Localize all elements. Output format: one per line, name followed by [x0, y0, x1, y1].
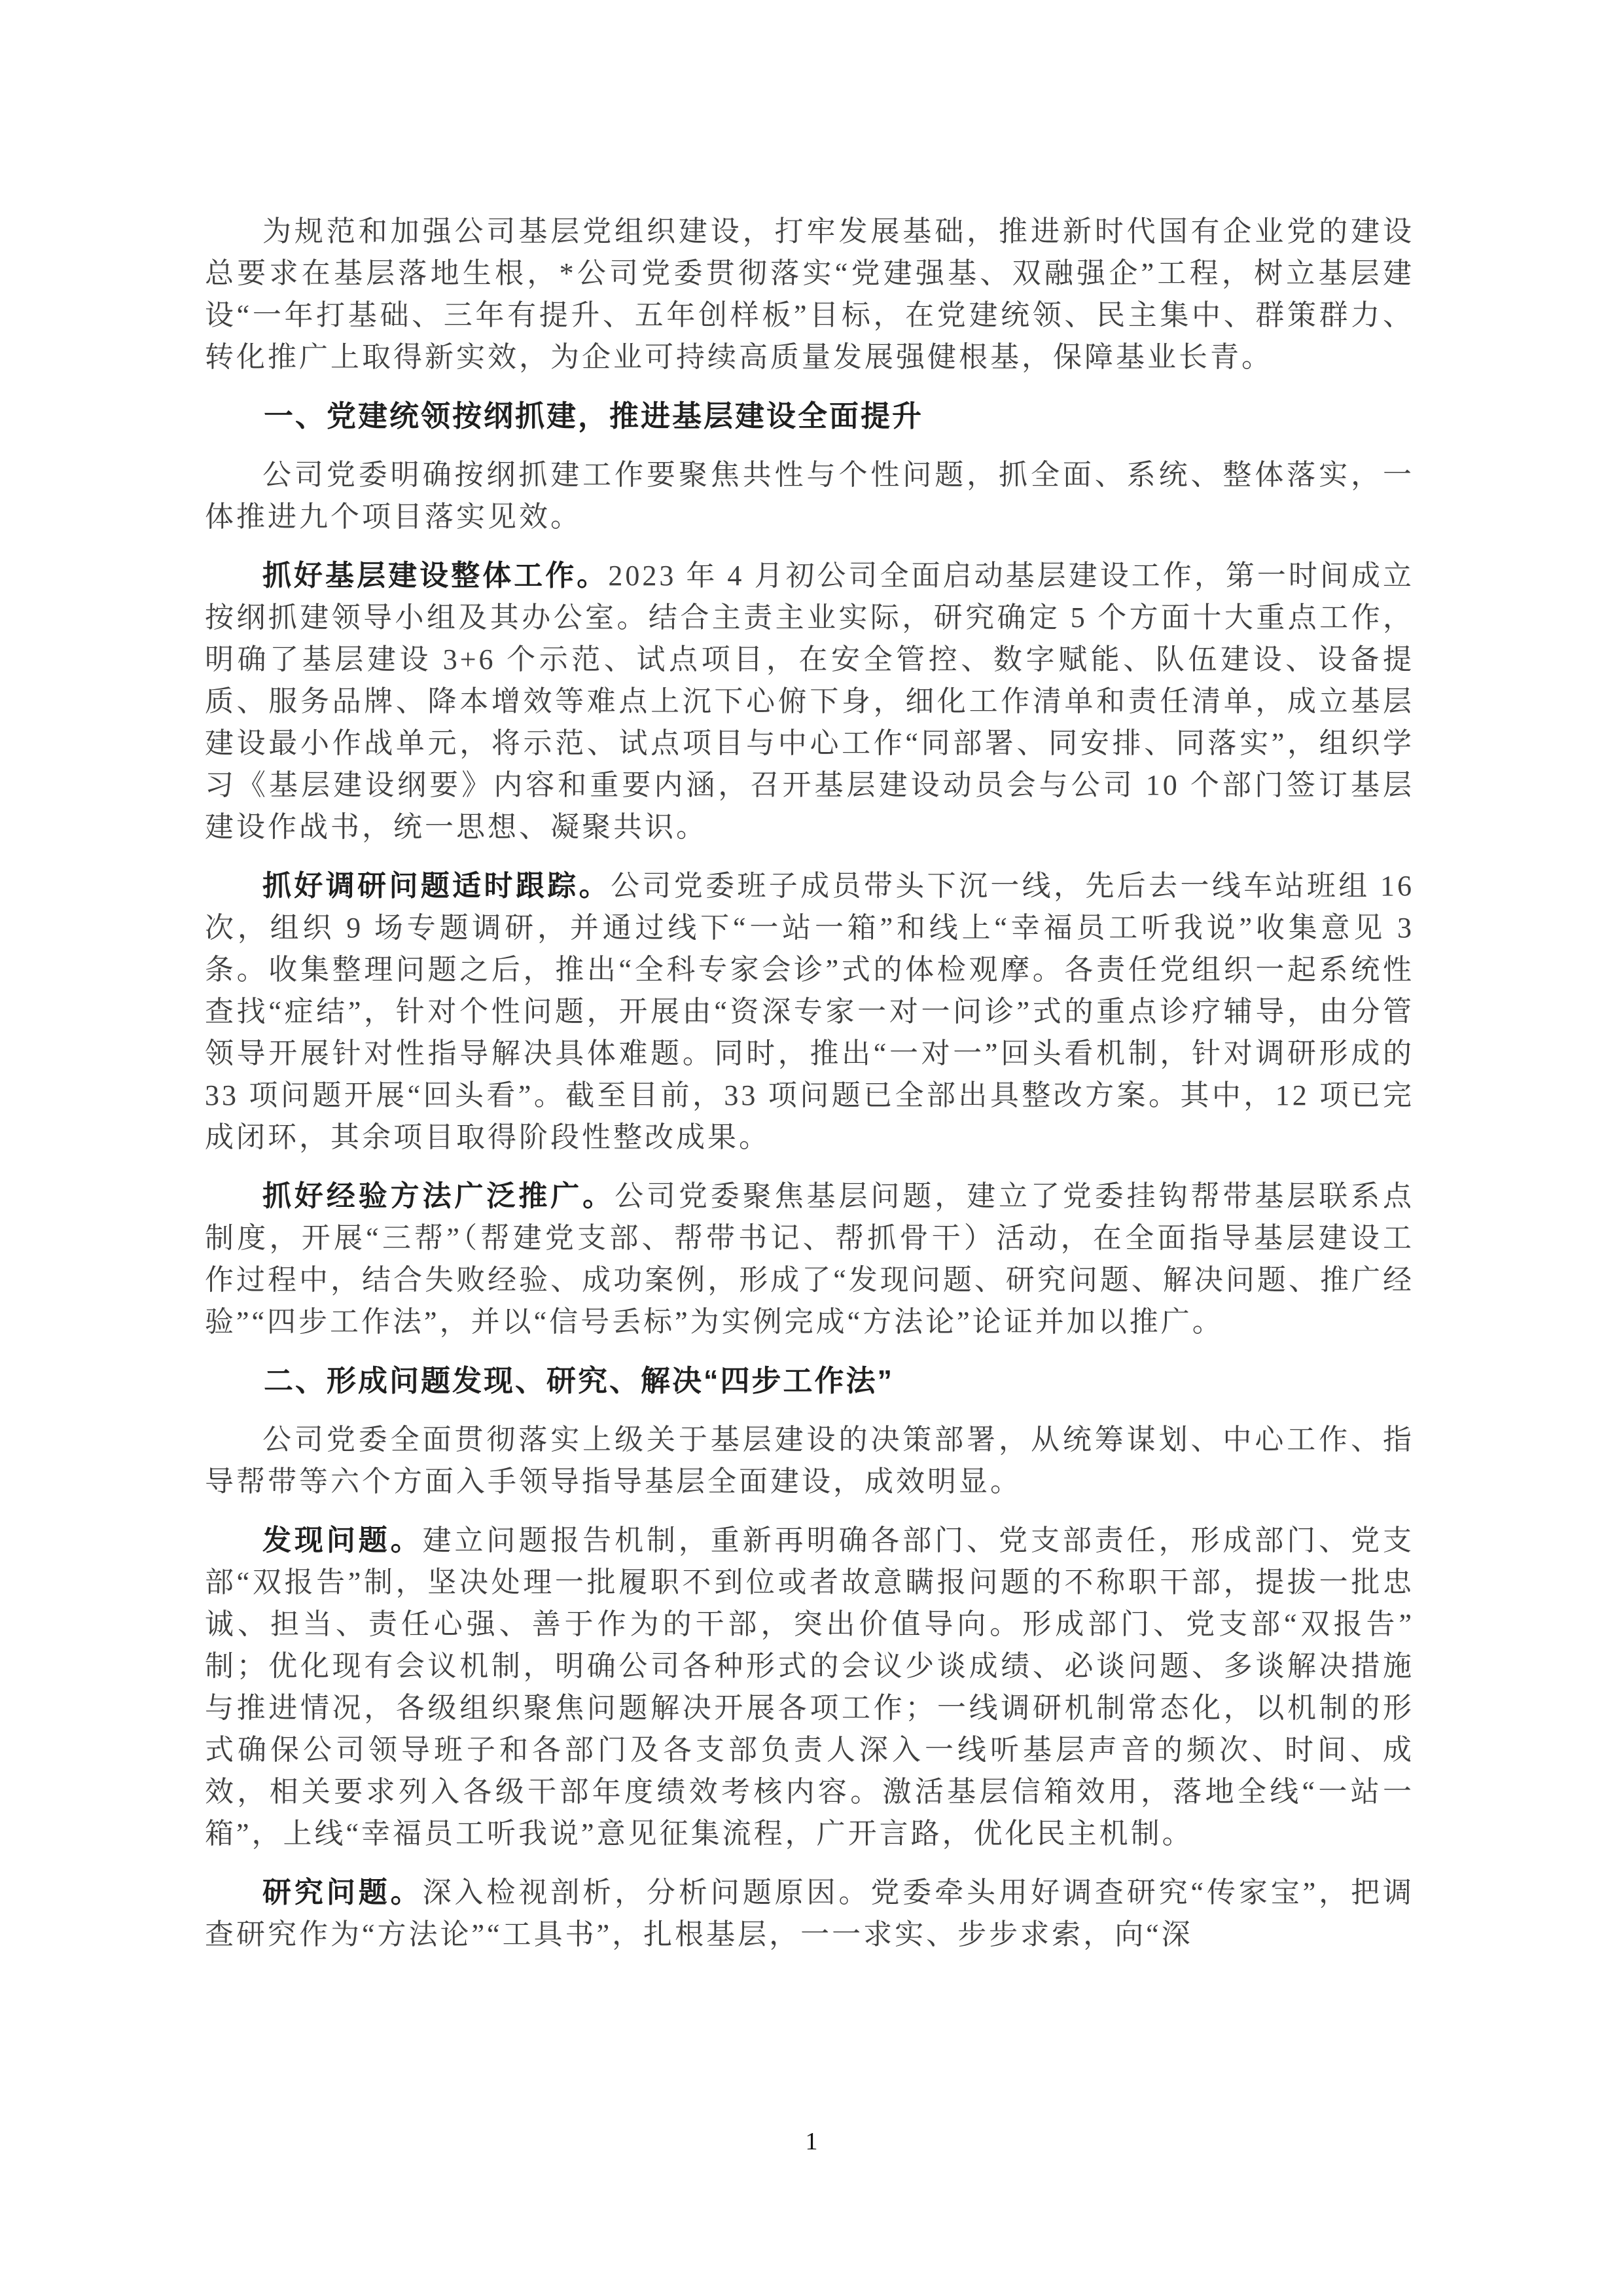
section-1-paragraph-research-tracking: [205, 865, 1414, 1158]
paragraph-text: 深入检视剖析，分析问题原因。党委牵头用好调查研究“传家宝”，把调查研究作为“方法论”“工具书”，扎根基层，一一求实、步步求索，向“深: [205, 1876, 1414, 1950]
intro-text: 为规范和加强公司基层党组织建设，打牢发展基础，推进新时代国有企业党的建设总要求在基层落地生根，*公司党委贯彻落实“党建强基、双融强企”工程，树立基层建设“一年打基础、三年有提升、五年创样板”目标，在党建统领、民主集中、群策群力、转化推广上取得新实效，为企业可持续高质量发展强健根基，保障基业长青。: [205, 215, 1414, 373]
section-2-heading: 二、形成问题发现、研究、解决“四步工作法”: [264, 1364, 895, 1397]
document-content: [205, 211, 1414, 1973]
page-number: 1: [805, 2128, 818, 2155]
section-1-paragraph-overall-work: [205, 555, 1414, 848]
section-1-paragraph-experience-promotion: [205, 1175, 1414, 1343]
section-2-paragraph-discover-problems: [205, 1520, 1414, 1855]
section-2-paragraph-overview: [205, 1419, 1414, 1503]
paragraph-text: 公司党委班子成员带头下沉一线，先后去一线车站班组 16 次，组织 9 场专题调研，并通过线下“一站一箱”和线上“幸福员工听我说”收集意见 3 条。收集整理问题之后，推出“全科专家会诊”式的体检观摩。各责任党组织一起系统性查找“症结”，针对个性问题，开展由“资深专家一对一问诊”式的重点诊疗辅导，由分管领导开展针对性指导解决具体难题。同时，推出“一对一”回头看机制，针对调研形成的 33 项问题开展“回头看”。截至目前，33 项问题已全部出具整改方案。其中，12 项已完成闭环，其余项目取得阶段性整改成果。: [205, 870, 1415, 1153]
paragraph-lead: 抓好经验方法广泛推广。: [262, 1180, 615, 1212]
paragraph-text: 公司党委明确按纲抓建工作要聚焦共性与个性问题，抓全面、系统、整体落实，一体推进九个项目落实见效。: [205, 459, 1414, 533]
page-footer: [0, 2126, 1623, 2157]
paragraph-text: 公司党委全面贯彻落实上级关于基层建设的决策部署，从统筹谋划、中心工作、指导帮带等六个方面入手领导指导基层全面建设，成效明显。: [205, 1424, 1414, 1498]
intro-paragraph: [205, 211, 1414, 378]
paragraph-text: 2023 年 4 月初公司全面启动基层建设工作，第一时间成立按纲抓建领导小组及其办公室。结合主责主业实际，研究确定 5 个方面十大重点工作，明确了基层建设 3+6 个示范、试点项目，在安全管控、数字赋能、队伍建设、设备提质、服务品牌、降本增效等难点上沉下心俯下身，细化工作清单和责任清单，成立基层建设最小作战单元，将示范、试点项目与中心工作“同部署、同安排、同落实”，组织学习《基层建设纲要》内容和重要内涵，召开基层建设动员会与公司 10 个部门签订基层建设作战书，统一思想、凝聚共识。: [205, 560, 1415, 843]
paragraph-lead: 研究问题。: [262, 1876, 423, 1909]
paragraph-text: 公司党委聚焦基层问题，建立了党委挂钩帮带基层联系点制度，开展“三帮”（帮建党支部、帮带书记、帮抓骨干）活动，在全面指导基层建设工作过程中，结合失败经验、成功案例，形成了“发现问题、研究问题、解决问题、推广经验”“四步工作法”，并以“信号丢标”为实例完成“方法论”论证并加以推广。: [205, 1180, 1415, 1338]
section-1-heading: 一、党建统领按纲抓建，推进基层建设全面提升: [264, 399, 924, 433]
paragraph-lead: 抓好基层建设整体工作。: [262, 560, 609, 592]
paragraph-lead: 抓好调研问题适时跟踪。: [262, 870, 611, 902]
section-2-paragraph-study-problems: [205, 1872, 1414, 1956]
paragraph-text: 建立问题报告机制，重新再明确各部门、党支部责任，形成部门、党支部“双报告”制，坚决处理一批履职不到位或者故意瞒报问题的不称职干部，提拔一批忠诚、担当、责任心强、善于作为的干部，突出价值导向。形成部门、党支部“双报告”制；优化现有会议机制，明确公司各种形式的会议少谈成绩、必谈问题、多谈解决措施与推进情况，各级组织聚焦问题解决开展各项工作；一线调研机制常态化，以机制的形式确保公司领导班子和各部门及各支部负责人深入一线听基层声音的频次、时间、成效，相关要求列入各级干部年度绩效考核内容。激活基层信箱效用，落地全线“一站一箱”，上线“幸福员工听我说”意见征集流程，广开言路，优化民主机制。: [205, 1524, 1415, 1850]
section-1-paragraph-overview: [205, 454, 1414, 538]
paragraph-lead: 发现问题。: [262, 1524, 423, 1556]
